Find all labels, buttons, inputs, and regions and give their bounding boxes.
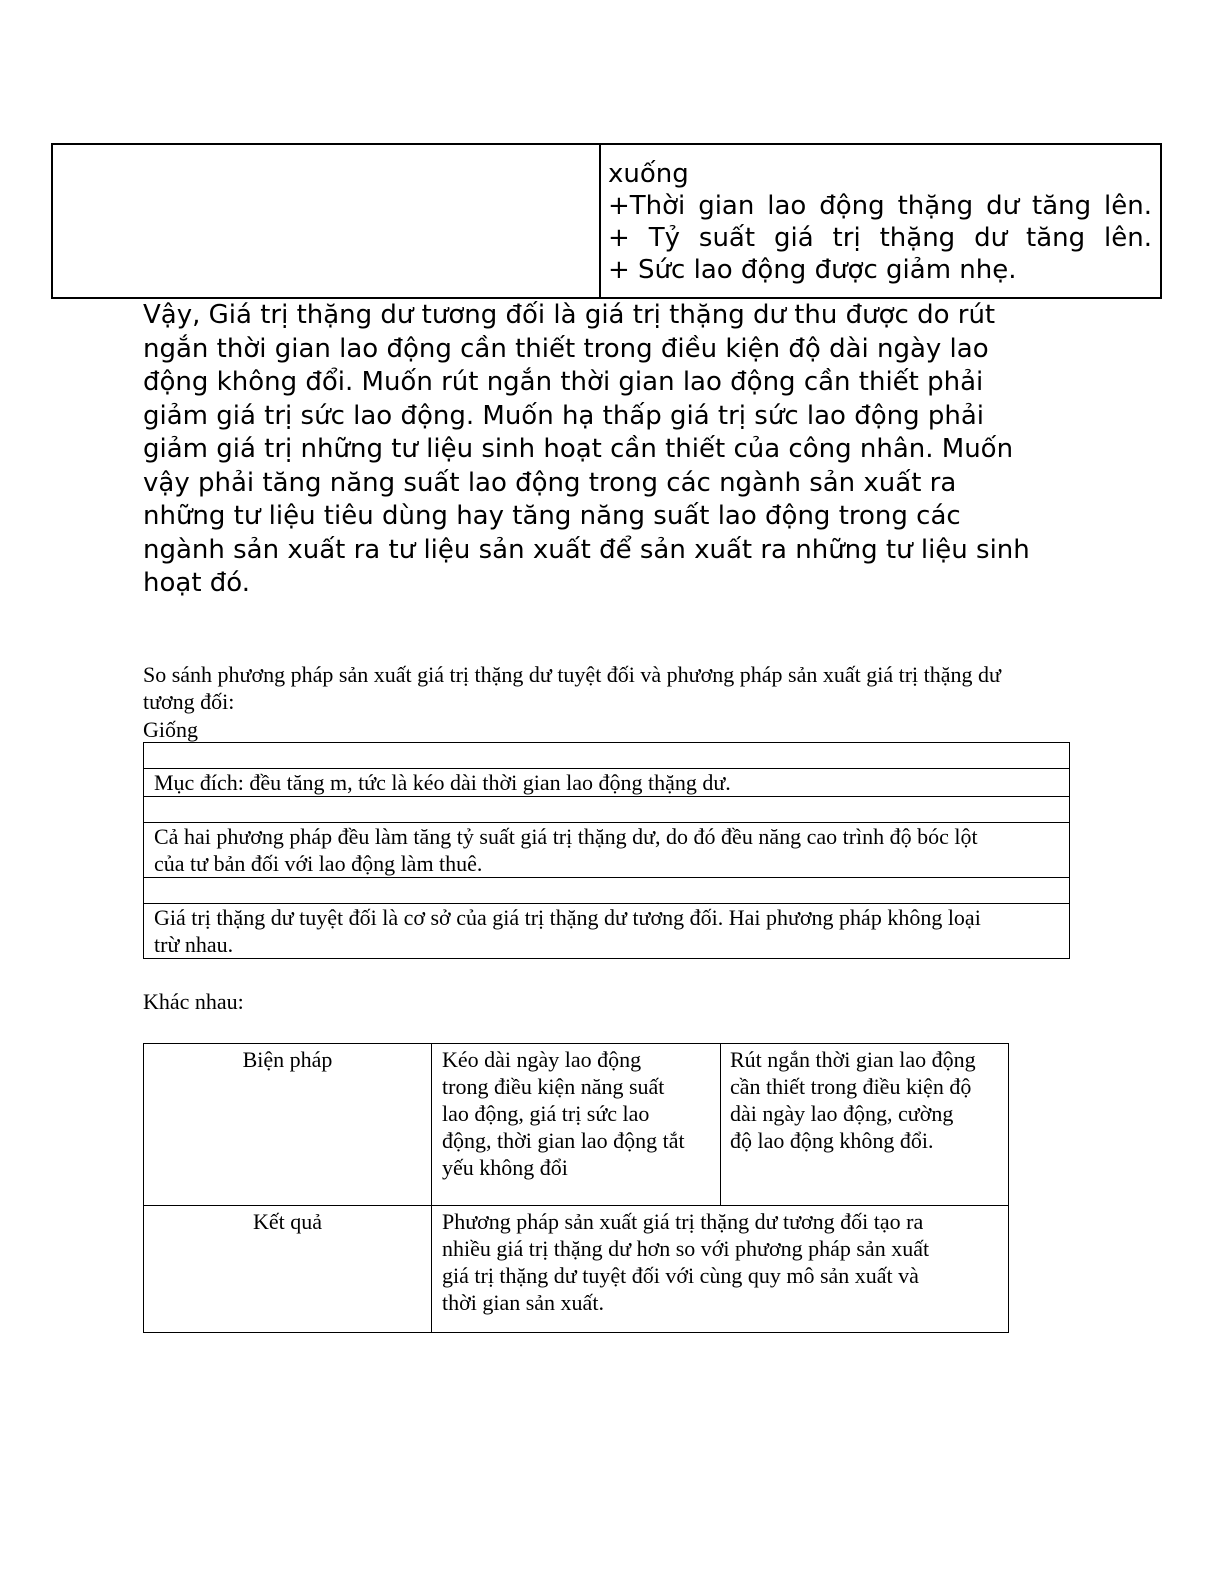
similarities-label: Giống <box>143 717 198 742</box>
method-relative-cell <box>721 1044 1008 1205</box>
paragraph-line: những tư liệu tiêu dùng hay tăng năng suất lao động trong các <box>143 501 961 531</box>
differences-table <box>143 1043 1009 1333</box>
table-line: + Sức lao động được giảm nhẹ. <box>608 255 1017 285</box>
table-row-result <box>144 1206 1008 1332</box>
table-line: + Tỷ suất giá trị thặng dư tăng lên. <box>608 223 1152 253</box>
result-label-cell: Kết quả <box>144 1206 432 1332</box>
cell-line: trong điều kiện năng suất <box>442 1074 665 1099</box>
cell-line: Phương pháp sản xuất giá trị thặng dư tương đối tạo ra <box>442 1209 924 1234</box>
differences-label: Khác nhau: <box>143 989 244 1014</box>
method-label-cell: Biện pháp <box>144 1044 432 1205</box>
comparison-heading <box>143 661 1083 715</box>
table-line: +Thời gian lao động thặng dư tăng lên. <box>608 191 1152 221</box>
cell-line: cần thiết trong điều kiện độ <box>730 1074 972 1099</box>
heading-line: So sánh phương pháp sản xuất giá trị thặng dư tuyệt đối và phương pháp sản xuất giá trị thặng dư <box>143 662 1001 687</box>
continued-table <box>51 143 1162 299</box>
paragraph-line: hoạt đó. <box>143 568 250 598</box>
paragraph-line: vậy phải tăng năng suất lao động trong các ngành sản xuất ra <box>143 467 957 498</box>
continued-table-right-cell <box>601 145 1160 297</box>
heading-line: tương đối: <box>143 689 235 714</box>
cell-line: trừ nhau. <box>154 932 234 957</box>
cell-line: Rút ngắn thời gian lao động <box>730 1047 976 1072</box>
cell-line: yếu không đổi <box>442 1155 568 1180</box>
cell-line: nhiều giá trị thặng dư hơn so với phương pháp sản xuất <box>442 1236 930 1261</box>
cell-line: lao động, giá trị sức lao <box>442 1101 650 1126</box>
continued-table-left-cell <box>53 145 601 297</box>
cell-line: giá trị thặng dư tuyệt đối với cùng quy mô sản xuất và <box>442 1263 919 1288</box>
cell-line: Cả hai phương pháp đều làm tăng tỷ suất giá trị thặng dư, do đó đều năng cao trình độ bóc lột <box>154 824 978 849</box>
result-text-cell <box>432 1206 1008 1332</box>
paragraph-line: ngắn thời gian lao động cần thiết trong điều kiện độ dài ngày lao <box>143 333 989 364</box>
table-row <box>144 743 1069 769</box>
cell-line: dài ngày lao động, cường <box>730 1101 954 1126</box>
cell-line: động, thời gian lao động tắt <box>442 1128 685 1153</box>
paragraph-line: ngành sản xuất ra tư liệu sản xuất để sản xuất ra những tư liệu sinh <box>143 534 1030 565</box>
cell-line: Mục đích: đều tăng m, tức là kéo dài thời gian lao động thặng dư. <box>154 770 731 795</box>
table-row-method <box>144 1044 1008 1206</box>
paragraph-line: giảm giá trị sức lao động. Muốn hạ thấp giá trị sức lao động phải <box>143 400 985 431</box>
paragraph-line: động không đổi. Muốn rút ngắn thời gian lao động cần thiết phải <box>143 367 984 397</box>
table-line: xuống <box>608 159 689 189</box>
similarities-table <box>143 742 1070 959</box>
cell-line: của tư bản đối với lao động làm thuê. <box>154 851 483 876</box>
conclusion-paragraph <box>143 299 1103 601</box>
table-row <box>144 797 1069 823</box>
table-row <box>144 878 1069 904</box>
paragraph-line: Vậy, Giá trị thặng dư tương đối là giá trị thặng dư thu được do rút <box>143 300 996 330</box>
cell-line: Kéo dài ngày lao động <box>442 1047 642 1072</box>
paragraph-line: giảm giá trị những tư liệu sinh hoạt cần thiết của công nhân. Muốn <box>143 434 1014 464</box>
table-row <box>144 769 1069 797</box>
cell-line: Giá trị thặng dư tuyệt đối là cơ sở của giá trị thặng dư tương đối. Hai phương pháp không loại <box>154 905 981 930</box>
table-row <box>144 904 1069 958</box>
cell-line: thời gian sản xuất. <box>442 1290 604 1315</box>
cell-line: độ lao động không đổi. <box>730 1128 934 1153</box>
method-absolute-cell <box>432 1044 721 1205</box>
table-row <box>144 823 1069 878</box>
